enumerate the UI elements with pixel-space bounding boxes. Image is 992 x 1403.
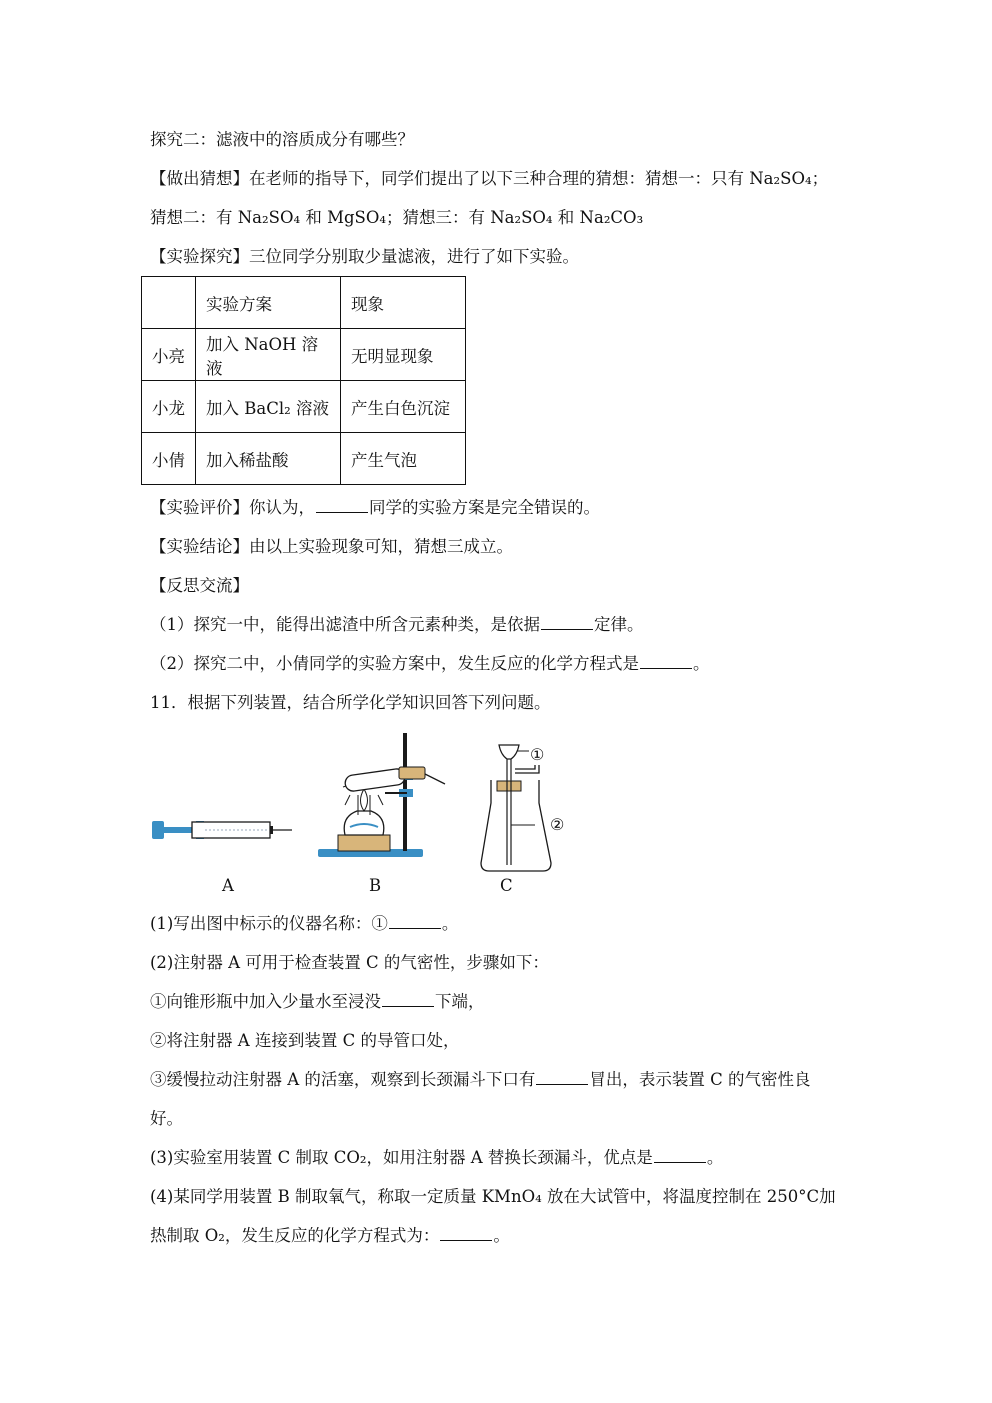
- table-header-row: [142, 277, 466, 329]
- question-11-title: 11．根据下列装置，结合所学化学知识回答下列问题。: [150, 693, 551, 712]
- q2-step2: ②将注射器 A 连接到装置 C 的导管口处，: [150, 1031, 460, 1050]
- figure-label-a: A: [222, 876, 234, 895]
- table-cell: 产生白色沉淀: [341, 381, 466, 433]
- figure-label-c: C: [500, 876, 513, 895]
- answer-blank[interactable]: [541, 615, 593, 630]
- table-cell: 加入 BaCl₂ 溶液: [196, 381, 341, 433]
- text: (3)实验室用装置 C 制取 CO₂，如用注射器 A 替换长颈漏斗，优点是: [150, 1148, 653, 1167]
- text: 同学的实验方案是完全错误的。: [369, 498, 600, 517]
- answer-blank[interactable]: [536, 1070, 588, 1085]
- table-row: [142, 329, 466, 381]
- text: 定律。: [594, 615, 644, 634]
- answer-blank[interactable]: [654, 1148, 706, 1163]
- text: 冒出，表示装置 C 的气密性良: [589, 1070, 811, 1089]
- heating-apparatus-icon: [318, 733, 445, 857]
- reflection-q2: [150, 653, 710, 675]
- marker-2: ②: [550, 815, 565, 834]
- answer-blank[interactable]: [440, 1226, 492, 1241]
- answer-blank[interactable]: [640, 654, 692, 669]
- text: 。: [493, 1226, 510, 1245]
- q2-line: (2)注射器 A 可用于检查装置 C 的气密性，步骤如下：: [150, 953, 549, 972]
- text: （1）探究一中，能得出滤渣中所含元素种类，是依据: [150, 615, 540, 634]
- marker-1: ①: [530, 745, 545, 764]
- syringe-icon: [152, 821, 292, 839]
- table-cell: 小倩: [142, 433, 196, 485]
- table-cell: [142, 277, 196, 329]
- conclusion-line: 【实验结论】由以上实验现象可知，猜想三成立。: [150, 537, 513, 556]
- table-cell: 产生气泡: [341, 433, 466, 485]
- q1-line: [150, 913, 458, 935]
- q2-step1: [150, 991, 485, 1013]
- section-title: 探究二：滤液中的溶质成分有哪些？: [150, 130, 414, 149]
- reflection-title: 【反思交流】: [150, 576, 249, 595]
- answer-blank[interactable]: [316, 498, 368, 513]
- text: （2）探究二中，小倩同学的实验方案中，发生反应的化学方程式是: [150, 654, 639, 673]
- q2-step3: [150, 1069, 811, 1091]
- apparatus-drawing: [145, 725, 585, 875]
- table-row: [142, 433, 466, 485]
- answer-blank[interactable]: [382, 992, 434, 1007]
- evaluation-line: [150, 497, 600, 519]
- text: 。: [706, 1148, 724, 1167]
- table-cell: 小龙: [142, 381, 196, 433]
- q2-step3-cont: 好。: [150, 1109, 183, 1128]
- table-cell: 实验方案: [196, 277, 341, 329]
- figure-label-b: B: [369, 876, 382, 895]
- table-cell: 无明显现象: [341, 329, 466, 381]
- table-cell: 加入 NaOH 溶液: [196, 329, 341, 381]
- text: ①向锥形瓶中加入少量水至浸没: [150, 992, 381, 1011]
- text: 。: [441, 914, 459, 933]
- text: 。: [693, 654, 710, 673]
- text: 【实验评价】你认为，: [150, 498, 315, 517]
- table-cell: 小亮: [142, 329, 196, 381]
- table-cell: 加入稀盐酸: [196, 433, 341, 485]
- q4-line-cont: [150, 1225, 510, 1247]
- hypothesis-line-2: 猜想二：有 Na₂SO₄ 和 MgSO₄；猜想三：有 Na₂SO₄ 和 Na₂CO₃: [150, 208, 644, 227]
- experiment-table: [141, 276, 466, 485]
- table-cell: 现象: [341, 277, 466, 329]
- experiment-intro: 【实验探究】三位同学分别取少量滤液，进行了如下实验。: [150, 247, 579, 266]
- reflection-q1: [150, 614, 644, 636]
- apparatus-figure: [145, 725, 585, 900]
- text: 下端，: [435, 992, 485, 1011]
- q4-line: (4)某同学用装置 B 制取氧气，称取一定质量 KMnO₄ 放在大试管中，将温度控制在 250°C加: [150, 1187, 836, 1206]
- q3-line: [150, 1147, 723, 1169]
- text: (1)写出图中标示的仪器名称：①: [150, 914, 388, 933]
- hypothesis-line-1: 【做出猜想】在老师的指导下，同学们提出了以下三种合理的猜想：猜想一：只有 Na₂SO₄；: [150, 169, 829, 188]
- text: ③缓慢拉动注射器 A 的活塞，观察到长颈漏斗下口有: [150, 1070, 536, 1089]
- answer-blank[interactable]: [389, 914, 441, 929]
- table-row: [142, 381, 466, 433]
- text: 热制取 O₂，发生反应的化学方程式为：: [150, 1226, 440, 1245]
